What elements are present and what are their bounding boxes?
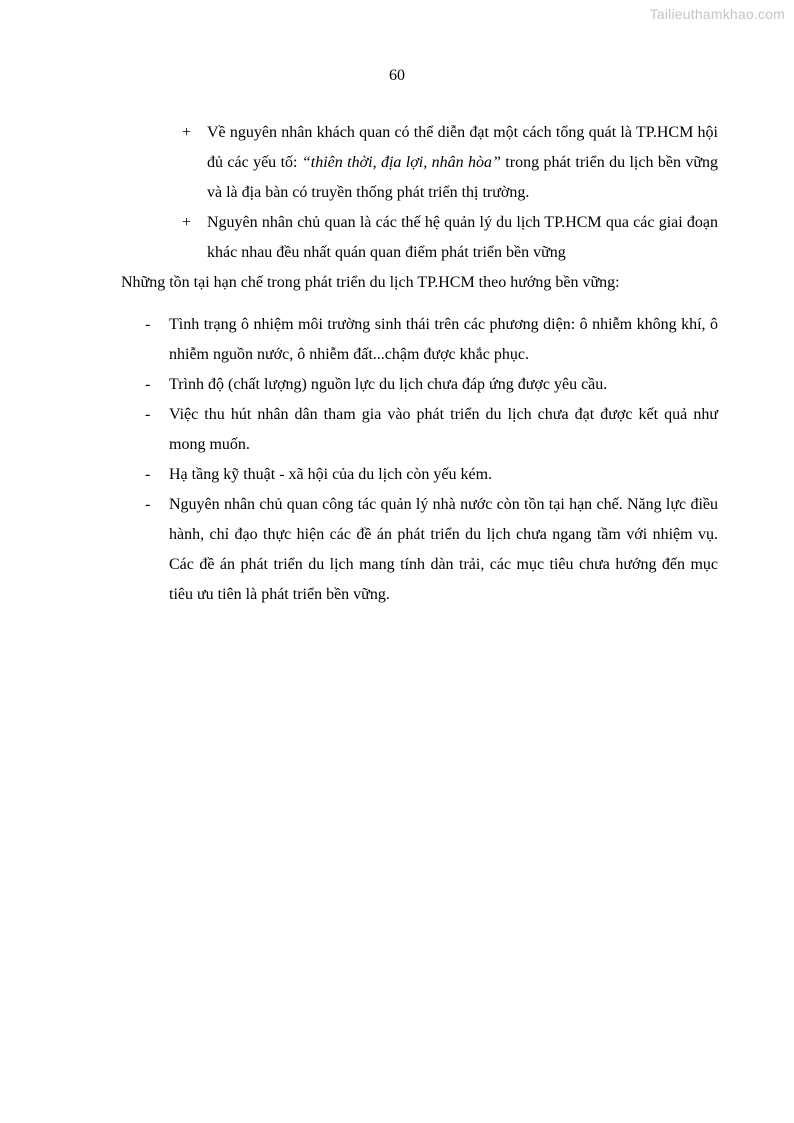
list-item bbox=[121, 490, 718, 610]
list-item bbox=[121, 370, 718, 400]
page-number: 60 bbox=[389, 67, 405, 84]
limitations-list bbox=[121, 310, 718, 610]
dash-bullet: - bbox=[145, 466, 151, 483]
cause-quote: “thiên thời, địa lợi, nhân hòa” bbox=[301, 154, 501, 171]
list-item bbox=[121, 400, 718, 460]
cause-item-objective bbox=[121, 118, 718, 208]
watermark: Tailieuthamkhao.com bbox=[649, 6, 785, 22]
document-body bbox=[121, 118, 718, 610]
limitation-text: Tình trạng ô nhiệm môi trường sinh thái trên các phương diện: ô nhiễm không khí, ô nhiễm nguồn nước, ô nhiễm đất...chậm được khắc phục. bbox=[169, 316, 718, 363]
cause-item-subjective bbox=[121, 208, 718, 268]
dash-bullet: - bbox=[145, 376, 151, 393]
list-item bbox=[121, 310, 718, 370]
plus-bullet: + bbox=[182, 214, 192, 231]
dash-bullet: - bbox=[145, 406, 151, 423]
dash-bullet: - bbox=[145, 316, 151, 333]
cause-text: Về nguyên nhân khách quan có thể diễn đạt một cách tổng quát là TP.HCM hội đủ các yếu tố: bbox=[207, 124, 718, 171]
cause-text: Nguyên nhân chủ quan là các thế hệ quản lý du lịch TP.HCM qua các giai đoạn khác nhau đều nhất quán quan điểm phát triển bền vững bbox=[207, 214, 718, 261]
causes-list bbox=[121, 118, 718, 268]
limitation-text: Việc thu hút nhân dân tham gia vào phát triển du lịch chưa đạt được kết quả như mong muốn. bbox=[169, 406, 718, 453]
dash-bullet: - bbox=[145, 496, 151, 513]
limitation-text: Hạ tầng kỹ thuật - xã hội của du lịch còn yếu kém. bbox=[169, 466, 493, 483]
limitation-text: Trình độ (chất lượng) nguồn lực du lịch chưa đáp ứng được yêu cầu. bbox=[169, 376, 608, 393]
limitations-intro: Những tồn tại hạn chế trong phát triển du lịch TP.HCM theo hướng bền vững: bbox=[121, 274, 620, 291]
cause-text-continued: trong phát triển du lịch bền vững và là địa bàn có truyền thống phát triển thị trường. bbox=[207, 154, 719, 201]
list-item bbox=[121, 460, 718, 490]
plus-bullet: + bbox=[182, 124, 192, 141]
limitation-text: Nguyên nhân chủ quan công tác quản lý nhà nước còn tồn tại hạn chế. Năng lực điều hành, chỉ đạo thực hiện các đề án phát triển du lịch chưa ngang tầm với nhiệm vụ. Các đề án phát triển du lịch mang tính dàn trải, các mục tiêu chưa hướng đến mục tiêu ưu tiên là phát triển bền vững. bbox=[169, 496, 718, 603]
